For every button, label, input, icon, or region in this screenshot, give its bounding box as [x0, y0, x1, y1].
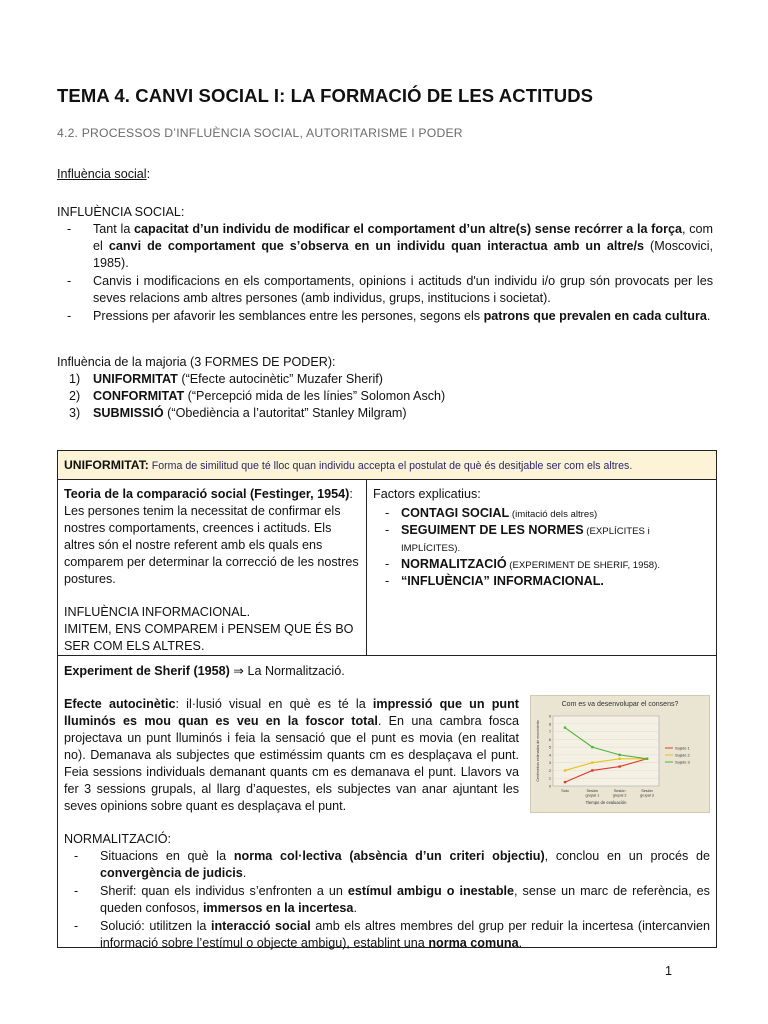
- definition-block: [57, 204, 713, 326]
- comparison-line1: INFLUÈNCIA INFORMACIONAL.: [64, 605, 251, 619]
- comparison-body: Les persones tenim la necessitat de confirmar els nostres comportaments, creences i actituds. Els altres són el nostre referent amb els quals ens comparem per determinar la correcció de les nostres postures.: [64, 504, 359, 586]
- chart-ytick-label: 0: [548, 784, 551, 789]
- comparison-line2: IMITEM, ENS COMPAREM i PENSEM QUE ÉS BO SER COM ELS ALTRES.: [64, 622, 354, 653]
- majority-list: [57, 371, 713, 422]
- uniformitat-head: UNIFORMITAT:: [64, 458, 149, 472]
- chart-point: [618, 758, 620, 760]
- norm-list: [64, 848, 710, 952]
- page-title: TEMA 4. CANVI SOCIAL I: LA FORMACIÓ DE LES ACTITUDS: [57, 85, 594, 106]
- chart-point: [591, 761, 593, 763]
- chart-xtick-label: grupal 1: [585, 793, 600, 798]
- chart-ytick-label: 8: [548, 722, 551, 727]
- majority-block: [57, 354, 713, 422]
- chart-point: [564, 781, 566, 783]
- comparison-cell: [57, 479, 367, 656]
- list-item: - Tant la capacitat d’un individu de modificar el comportament d’un altre(s) sense recórrer a la força, com el canvi de comportament que s’observa en un individu quan interactua amb un altre/s (Moscovici, 1985).: [67, 222, 714, 270]
- chart-point: [618, 765, 620, 767]
- factors-cell: [366, 479, 717, 656]
- chart-ytick-label: 5: [548, 745, 551, 750]
- page-number: 1: [664, 964, 672, 978]
- chart-point: [591, 746, 593, 748]
- list-item: - SEGUIMENT DE LES NORMES (EXPLÍCITES i IMPLÍCITES).: [385, 523, 650, 554]
- uniformitat-desc: Forma de similitud que té lloc quan individu accepta el postulat de què és desitjable ser com els altres.: [148, 460, 633, 472]
- list-item: 1) UNIFORMITAT (“Efecte autocinètic” Muzafer Sherif): [69, 372, 383, 386]
- chart-xtick-label: grupal 3: [640, 793, 654, 798]
- chart-xtick-label: Sesión: [641, 789, 653, 793]
- factors-label: Factors explicatius:: [373, 487, 481, 501]
- list-item: 2) CONFORMITAT (“Percepció mida de les línies” Solomon Asch): [69, 389, 446, 403]
- list-item: - Solució: utilitzen la interacció social amb els altres membres del grup per reduir la incertesa (intercanvien informació sobre l’estímul o objecte ambigu), establint una norma comuna.: [74, 919, 710, 950]
- list-item: - NORMALITZACIÓ (EXPERIMENT DE SHERIF, 1958).: [385, 557, 661, 571]
- chart-legend-label: Sujeto 1: [675, 745, 690, 751]
- chart-xlabel: Tiempo de evaluación: [585, 800, 627, 805]
- consensus-chart: [530, 695, 710, 813]
- chart-ytick-label: 3: [548, 761, 551, 766]
- list-item: - Sherif: quan els individus s’enfronten a un estímul ambigu o inestable, sense un marc de referència, es queden confosos, immersos en la incertesa.: [74, 884, 710, 915]
- chart-ytick-label: 4: [548, 753, 551, 758]
- list-item: - Canvis i modificacions en els comportaments, opinions i actituds d'un individu i/o grup són provocats per les seves relacions amb altres persones (amb individus, grups, institucions i societat).: [67, 274, 713, 305]
- chart-ytick-label: 9: [548, 714, 551, 719]
- factors-list: [373, 505, 710, 590]
- chart-ytick-label: 1: [548, 776, 551, 781]
- chart-ytick-label: 7: [548, 730, 551, 735]
- norm-label: NORMALITZACIÓ:: [64, 832, 172, 846]
- list-item: - CONTAGI SOCIAL (imitació dels altres): [385, 506, 598, 520]
- chart-legend-label: Sujeto 2: [675, 752, 690, 758]
- chart-legend-label: Sujeto 3: [675, 759, 690, 765]
- majority-label: Influència de la majoria (3 FORMES DE PODER):: [57, 355, 336, 369]
- list-item: - “INFLUÈNCIA” INFORMACIONAL.: [385, 574, 604, 588]
- chart-xtick-label: grupal 2: [612, 793, 627, 798]
- list-item: - Situacions en què la norma col·lectiva (absència d’un criteri objectiu), conclou en un procés de convergència de judicis.: [74, 849, 710, 880]
- chart-point: [646, 758, 648, 760]
- chart-ytick-label: 2: [548, 768, 551, 773]
- definition-list: [57, 221, 713, 325]
- chart-xtick-label: Solo: [561, 789, 569, 793]
- chart-point: [564, 726, 566, 728]
- chart-xtick-label: Sesión: [586, 789, 599, 793]
- page-subtitle: 4.2. PROCESSOS D’INFLUÈNCIA SOCIAL, AUTORITARISME I PODER: [57, 126, 463, 140]
- chart-ytick-label: 6: [548, 737, 551, 742]
- consensus-chart-svg: [531, 696, 709, 812]
- definition-label: INFLUÈNCIA SOCIAL:: [57, 205, 185, 219]
- list-item: 3) SUBMISSIÓ (“Obediència a l’autoritat” Stanley Milgram): [69, 406, 407, 420]
- list-item: - Pressions per afavorir les semblances entre les persones, segons els patrons que prevalen en cada cultura.: [67, 309, 711, 323]
- chart-point: [564, 769, 566, 771]
- chart-ylabel: Centímetros estimados de movimiento: [536, 720, 540, 782]
- chart-point: [618, 754, 620, 756]
- uniformitat-header: [57, 450, 717, 480]
- effect-paragraph: Efecte autocinètic: il·lusió visual en què es té la impressió que un punt lluminós es mou quan es veu en la foscor total. En una cambra fosca projectava un punt lluminós i feia la sensació que el punt es movia (en realitat no). Demanava als subjectes que estiméssim quants cm es desplaçava el punt. Feia sessions individuals demanant quants cm es demanava el punt. Llavors va fer 3 sessions grupals, al llarg d’aquestes, els subjectes van anar ajuntant les seves opinions sobre quant es desplaçava el punt.: [64, 697, 519, 813]
- chart-title: Com es va desenvolupar el consens?: [561, 701, 679, 708]
- sherif-heading: Experiment de Sherif (1958) ⇒ La Normalització.: [64, 664, 345, 678]
- comparison-heading: Teoria de la comparació social (Festinger, 1954):: [64, 487, 353, 501]
- section-heading: Influència social:: [57, 167, 151, 181]
- chart-xtick-label: Sesión: [613, 789, 626, 793]
- chart-point: [591, 769, 593, 771]
